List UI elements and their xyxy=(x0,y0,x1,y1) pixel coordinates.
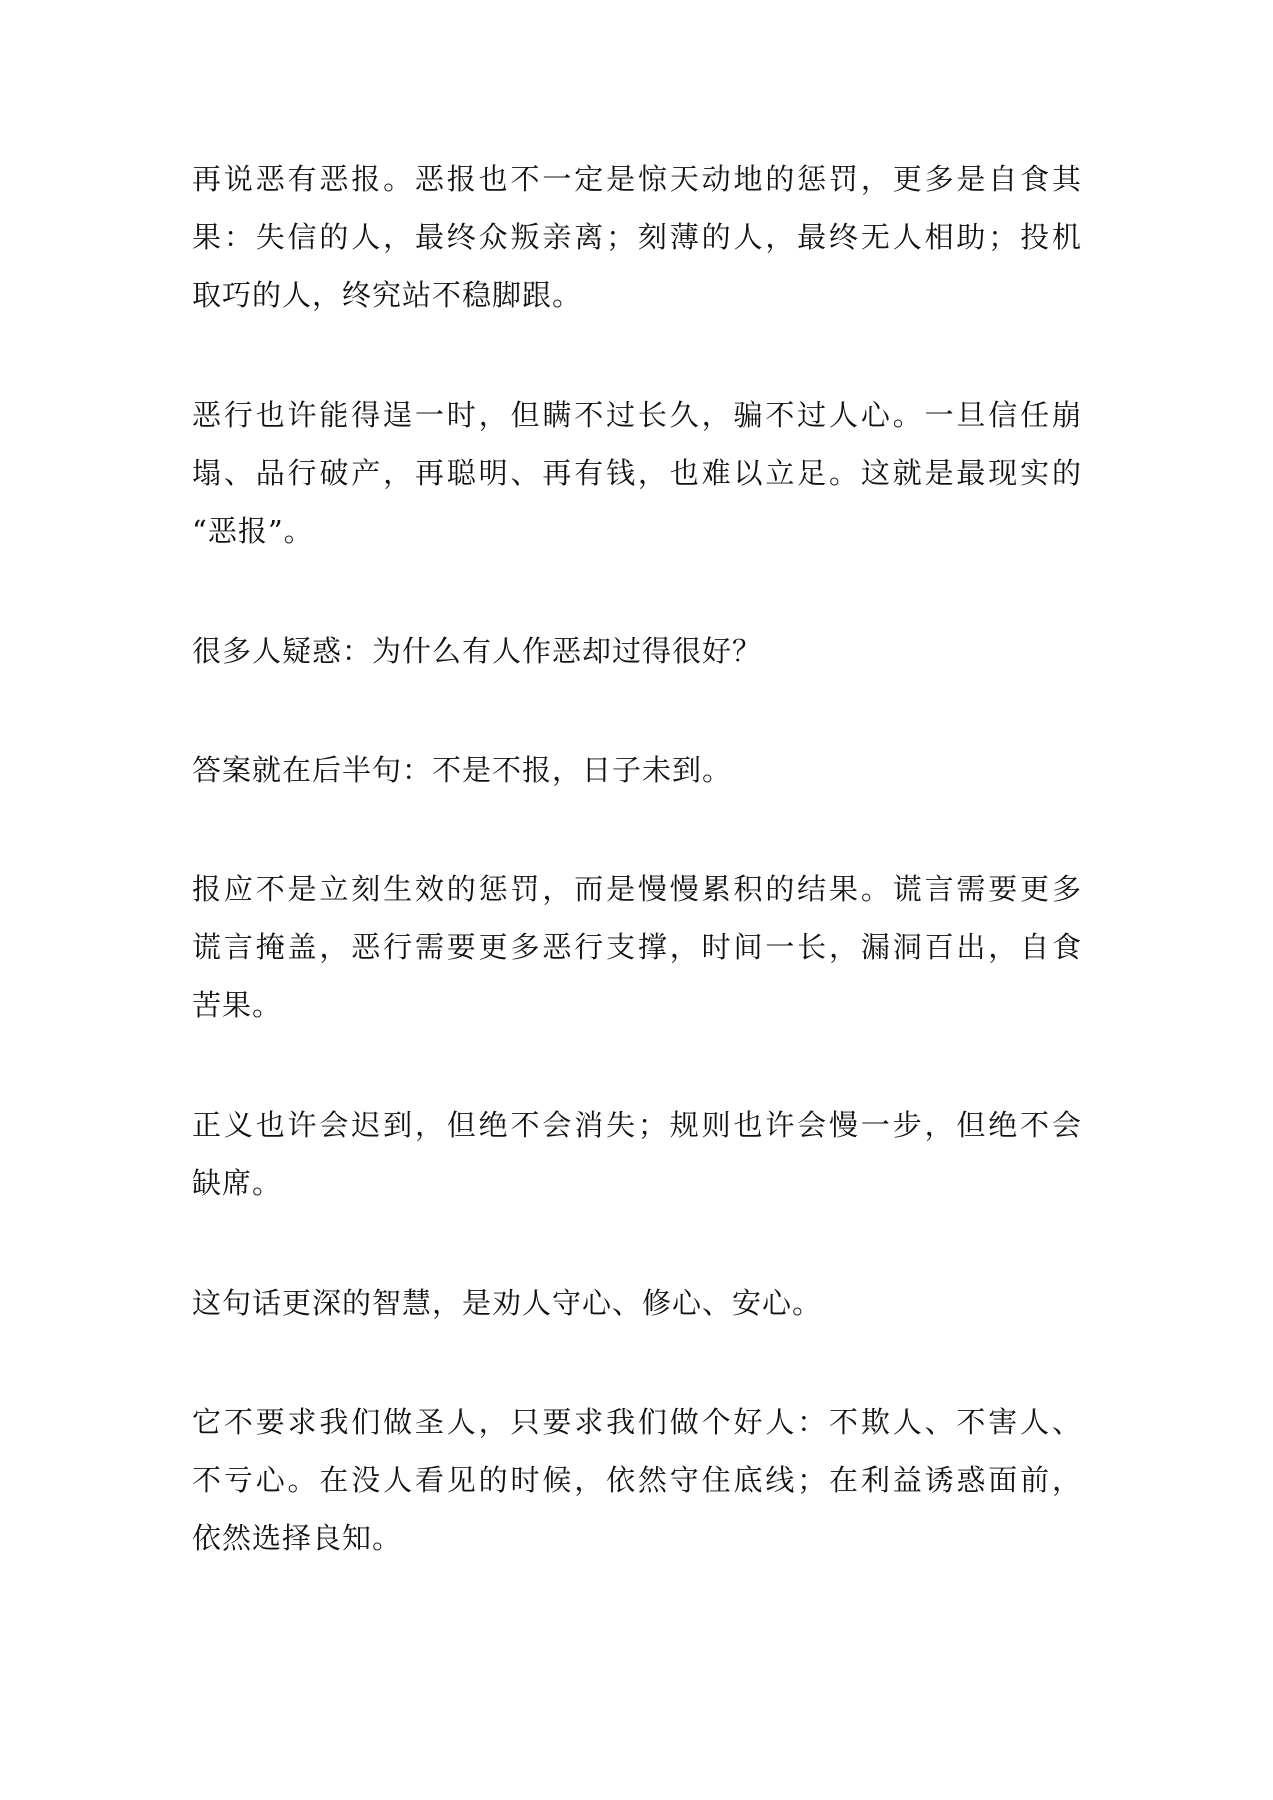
text-line: 这句话更深的智慧，是劝人守心、修心、安心。 xyxy=(192,1286,823,1320)
text-line: “恶报”。 xyxy=(192,514,314,548)
paragraph-question xyxy=(192,622,1082,680)
text-line: 谎言掩盖，恶行需要更多恶行支撑，时间一长，漏洞百出，自食 xyxy=(192,930,1082,964)
text-line: 答案就在后半句：不是不报，日子未到。 xyxy=(192,753,733,787)
text-line: 恶行也许能得逞一时，但瞒不过长久，骗不过人心。一旦信任崩 xyxy=(192,398,1082,432)
paragraph-evil-retribution xyxy=(192,150,1082,324)
text-line: 缺席。 xyxy=(192,1166,283,1200)
paragraph-answer xyxy=(192,741,1082,799)
paragraph-justice xyxy=(192,1096,1082,1212)
text-line: 苦果。 xyxy=(192,988,283,1022)
paragraph-wisdom xyxy=(192,1274,1082,1332)
paragraph-good-person xyxy=(192,1393,1082,1567)
paragraph-accumulation xyxy=(192,860,1082,1034)
text-line: 塌、品行破产，再聪明、再有钱，也难以立足。这就是最现实的 xyxy=(192,456,1082,490)
text-line: 报应不是立刻生效的惩罚，而是慢慢累积的结果。谎言需要更多 xyxy=(192,872,1082,906)
text-line: 不亏心。在没人看见的时候，依然守住底线；在利益诱惑面前， xyxy=(192,1463,1082,1497)
text-line: 正义也许会迟到，但绝不会消失；规则也许会慢一步，但绝不会 xyxy=(192,1108,1082,1142)
text-line: 很多人疑惑：为什么有人作恶却过得很好？ xyxy=(192,634,763,668)
paragraph-evil-deeds xyxy=(192,386,1082,560)
text-line: 依然选择良知。 xyxy=(192,1521,403,1555)
text-line: 再说恶有恶报。恶报也不一定是惊天动地的惩罚，更多是自食其 xyxy=(192,162,1082,196)
text-line: 它不要求我们做圣人，只要求我们做个好人：不欺人、不害人、 xyxy=(192,1405,1082,1439)
text-line: 取巧的人，终究站不稳脚跟。 xyxy=(192,278,583,312)
text-line: 果：失信的人，最终众叛亲离；刻薄的人，最终无人相助；投机 xyxy=(192,220,1082,254)
